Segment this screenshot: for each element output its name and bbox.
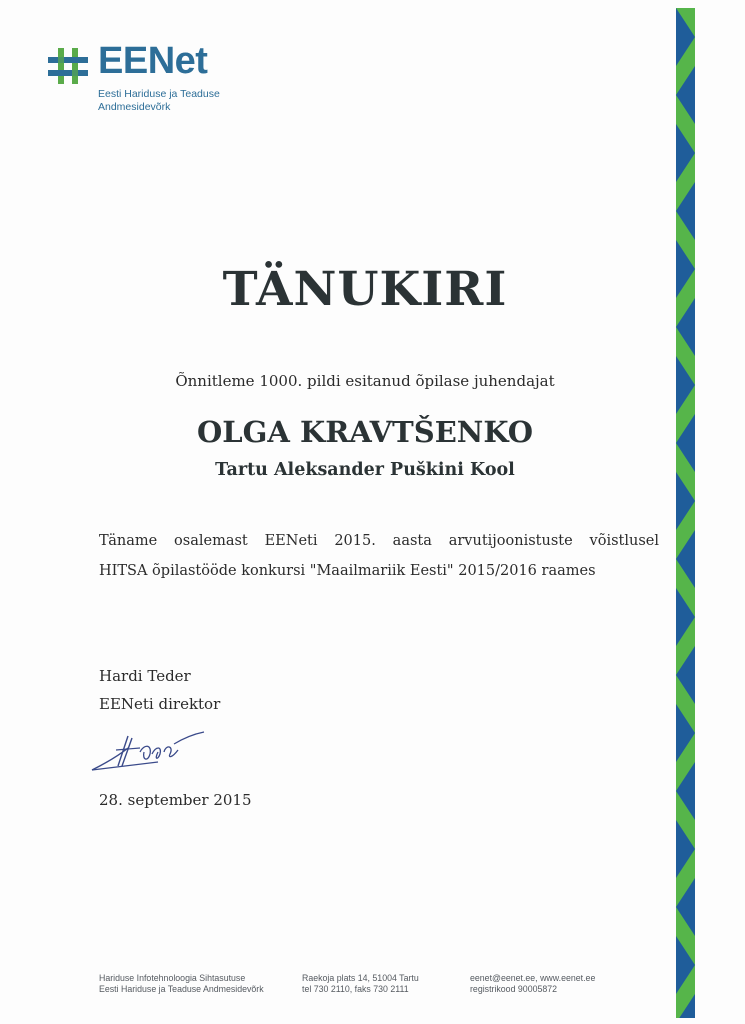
footer-contact [470, 973, 595, 995]
footer-org-line1: Hariduse Infotehnoloogia Sihtasutuse [99, 973, 246, 983]
footer-organization [99, 973, 264, 995]
footer-org-line2: Eesti Hariduse ja Teaduse Andmesidevõrk [99, 984, 264, 994]
certificate-title: TÄNUKIRI [222, 262, 508, 317]
recipient-name: OLGA KRAVTŠENKO [196, 415, 534, 449]
footer-address-line1: Raekoja plats 14, 51004 Tartu [302, 973, 419, 983]
logo-name: EENet [98, 40, 208, 82]
logo-subtitle-line1: Eesti Hariduse ja Teaduse [98, 88, 220, 100]
logo-subtitle-line2: Andmesidevõrk [98, 101, 171, 113]
intro-text: Õnnitleme 1000. pildi esitanud õpilase juhendajat [175, 372, 555, 390]
body-text-line2: HITSA õpilastööde konkursi "Maailmariik Eesti" 2015/2016 raames [99, 563, 596, 579]
footer-address-line2: tel 730 2110, faks 730 2111 [302, 984, 409, 994]
logo-subtitle [98, 88, 220, 114]
signatory-name: Hardi Teder [99, 667, 191, 685]
footer-address [302, 973, 419, 995]
footer-contact-line2: registrikood 90005872 [470, 984, 558, 994]
footer-contact-line1: eenet@eenet.ee, www.eenet.ee [470, 973, 596, 983]
body-text-line1: Täname osalemast EENeti 2015. aasta arvutijoonistuste võistlusel [99, 533, 659, 549]
school-name: Tartu Aleksander Puškini Kool [215, 460, 515, 480]
signatory-role: EENeti direktor [99, 695, 221, 713]
handwritten-signature [88, 722, 208, 778]
hash-logo-icon [48, 48, 90, 84]
issue-date: 28. september 2015 [99, 791, 252, 809]
decorative-triangle-stripe [676, 8, 695, 1018]
